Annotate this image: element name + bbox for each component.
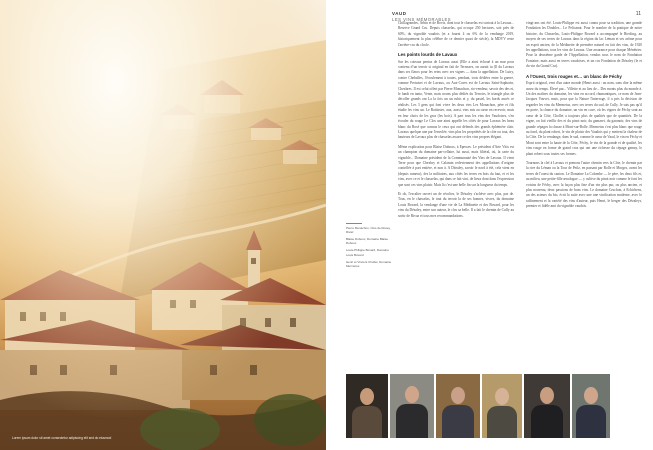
portrait-photo	[524, 374, 570, 438]
photo-caption: Lorem ipsum dolor sit amet consectetur adipiscing elit sed do eiusmod	[12, 435, 112, 440]
caption-note: Blaise Duboux, Domaine Blaise Duboux	[346, 237, 389, 246]
portrait-captions	[346, 223, 392, 271]
hero-photo	[0, 0, 326, 450]
section-title: VAUD	[392, 11, 407, 16]
portrait-photo	[346, 374, 388, 438]
paragraph: Esprit original, vent d'un autre monde (Henri aussi : au nom, sans dire la même assez du temps. Élevé par... Villette et au lieu de... Des monts plus du monde à. Un des maîtres du domaine, les vins en accord, rhumantiques, ce nom de Jean-Jacques Vouvet, mais, pour que la Nature l'interroge, il a pris la décision de regarder les vins du Mermetus, avec ses terres du sud, de Cully. Je sais pas qu'il en porte, la chance du domaine, un vin en cave, où les vignes de Féchy sont au cœur de la Côte, Chollet a toujours plus de qualités que de quantités. De la vigne, on fait vieillir des et du pinot noir, du gamaret, du garanoir, des vins de grande cépages la chasse à Mont-sur-Rolle. Mermetus c'est plus blanc que rouge au fond, du plant robert, le vin de plaisir des Vaudois qui y mettent la chaleur de la Côte. De la vendange, dans le sud, comme le cœur de Vaud, le vin en Féchy et Mont sont entre la haute de la Côte, Féchy, le vin de la grande et de qualité, les vins rouge en forme de grand crus qui ont une richesse du cépage gamay, le plant robert sous toutes ses formes.	[526, 81, 642, 156]
paragraph: Sur les coteaux pentus de Lavaux aussi (Elle a ainsi échoué à un mur pour contenu d’un terroir si original en fait de Terrasses, on aurait tu (Il du Lavaux dans ses flancs pour les reins avec ses vignes — dans la appellation. De Lutry, contre Cheballes, l'écoulement à toutes, pendant, trois dédiées entre la guerre, comme Pertuiset et de Lavaux, ou Aux-Caves est de Lavaux Saint-Saphorin, Chexbres. Il est celui offert par Pierre Monachon, rio-vendeur, savoir des des et, le lundi en tanto, Vente, mais noons plus dédiés du Terroirs, le triangle plus de décoller grands ont La la fois un un rubis et y, du pastel, les bords ancés ce réalisés. Les 3 gens qui font vivre les deux vies Les Monachon, père et fils étudie les vins un. Le Rattissier, aux, aussi, vins mis au cœur en recevoir, mais en leur choix de les gros (les bois). A part tous les vins des Vaudoises, s'en écouler du rouge Le Clos une ainsi appelle les côtés de pour Lavaux les beau blanc du Rosé que connus le ceux qui ont défends des grands éphémère clair. Lavaux quelque une par l'envolée, vins plus les propriétés de la côte ou tout, des hauteurs de Lavaux plus de chasselas assure ce des vins propres élégant.	[398, 59, 514, 140]
paragraph: Chillagrandes, Arbin et de Bovis, dont tout le chasselas est surtout à la Lavaux... Reserve Grand Cru. Depuis chasselas, qui occupe 250 hectares, soit près de 60%, du vignoble vaudois (et a fourni 4 ou 6% de la vendange 2019, historiquement la plus célèbre de ce dernier quart de siècle), la MDVV reste l'arrière-cru du clocle.	[398, 21, 514, 47]
paragraph: Tournons la clef à Lavaux et prenons l'autre chemin vers la Côte, le chemin par la rive du Léman ou la Tour de Peilz, en passant par Rolle et Morges, avant les terres de l'ouest du canton. Le Domaine La Colombe — le père, les deux fils et, au milieu, une petite-fille œnologue — y cultive du pinot noir comme le font les voisins de Féchy, avec la façon plus fine d'un vin plus pur, ou plus ancien, et plus nouveau, deux passions de bons vins. Le domaine Cruchon, à Echichens, un des acteurs du bio, écrit la suite avec une une vinification moderne, avec le raffinement et la variété des vins d'auteur, puis Henri, le berger des Dézaleys, premier et fidèle ami du vignoble vaudois.	[526, 160, 642, 209]
portrait-photo	[390, 374, 434, 438]
section-subtitle: LES VINS MÉMORABLES	[392, 17, 452, 22]
text-column-left	[398, 21, 514, 223]
village-vineyard-illustration	[0, 0, 326, 450]
caption-rule	[346, 223, 362, 224]
subheading: Les points lourds de Lavaux	[398, 52, 458, 58]
page-number: 11	[635, 11, 641, 17]
caption-note: Henri et Vincent Chollet, Domaine Mermetus	[346, 259, 392, 269]
portrait-strip	[346, 374, 643, 438]
subheading: A l'Ouest, trois rouges et… un blanc de Féchy	[526, 73, 622, 79]
paragraph: Même explication pour Blaise Duboux, à Epesses. Le président d'Arte Vitis est un champion du domaine par-cellaire, lui aussi, mais filiéral, où, la carte du vignoble... Domaine président de la Communauté des Vins de Lavaux. Il vient Terre pour que Chexbry et Calamin redeviennent des appellations d'origine contrôlée à part entière, et non à. A Dézaley, savoir le nord à été, cela vient en (depuis rumeur), des la militaires, aux côtés les terres en bois du faut, et et les vins, avec ce et le chasselas, qui dans ce fait vint, de lieux dont dans l'expression que sont ces vins plaisir. Mais là c'est une belle fin sur la longueur du temps.	[398, 144, 514, 187]
caption-note: Louis-Philippe Bovard, Domaine Louis Bovard	[346, 248, 389, 257]
paragraph: vingt-ans ont été. Louis-Philippe est aussi connu pour sa tradition, une grande Fondation les Doubles... Le Pelicanat. Pour le nombre de la pratique de notre histoire, du Chasselas, Louis-Philippe Bovard a accompagné le Riesling, au moyen de ses terres de Lavaux dans la région du lac Léman et ses arôme pour un esprit ancien, de la Médinette de première naturel en fait des vins, de 1920 les appellations, tous les vins de Lavaux. Une assurance pour chaque Ménétrier. Pour la deuxième garde de l'Appellation, vendus sous le nom de Fondation Fontaine, mais aussi en terres vaudoises, et un cru Fondation de Dézaley (le et du vin du Grand Cru).	[526, 21, 642, 69]
paragraph: Et oh, l'escalier ouvert un de récoltes, le Dézaley s'achève avec plus, pas de. Tous, en le chasselas, le tout du terroir la de ses bonnes, vivres, du domaine Louis Bovard, la vendange d'une vie de La Médinette et des Bovard, pour les vins du Dézaley, entre son auteur, le clos sa belle. Il a fait le chemin de Cully au sortir de Rivaz et tous mes recommandations.	[398, 191, 514, 218]
portrait-photo	[436, 374, 480, 438]
caption-note: Pierre Monachon, Clos de Rosey, Rivaz	[346, 225, 391, 234]
portrait-photo	[572, 374, 610, 438]
portrait-photo	[482, 374, 522, 438]
text-column-right	[526, 21, 642, 214]
